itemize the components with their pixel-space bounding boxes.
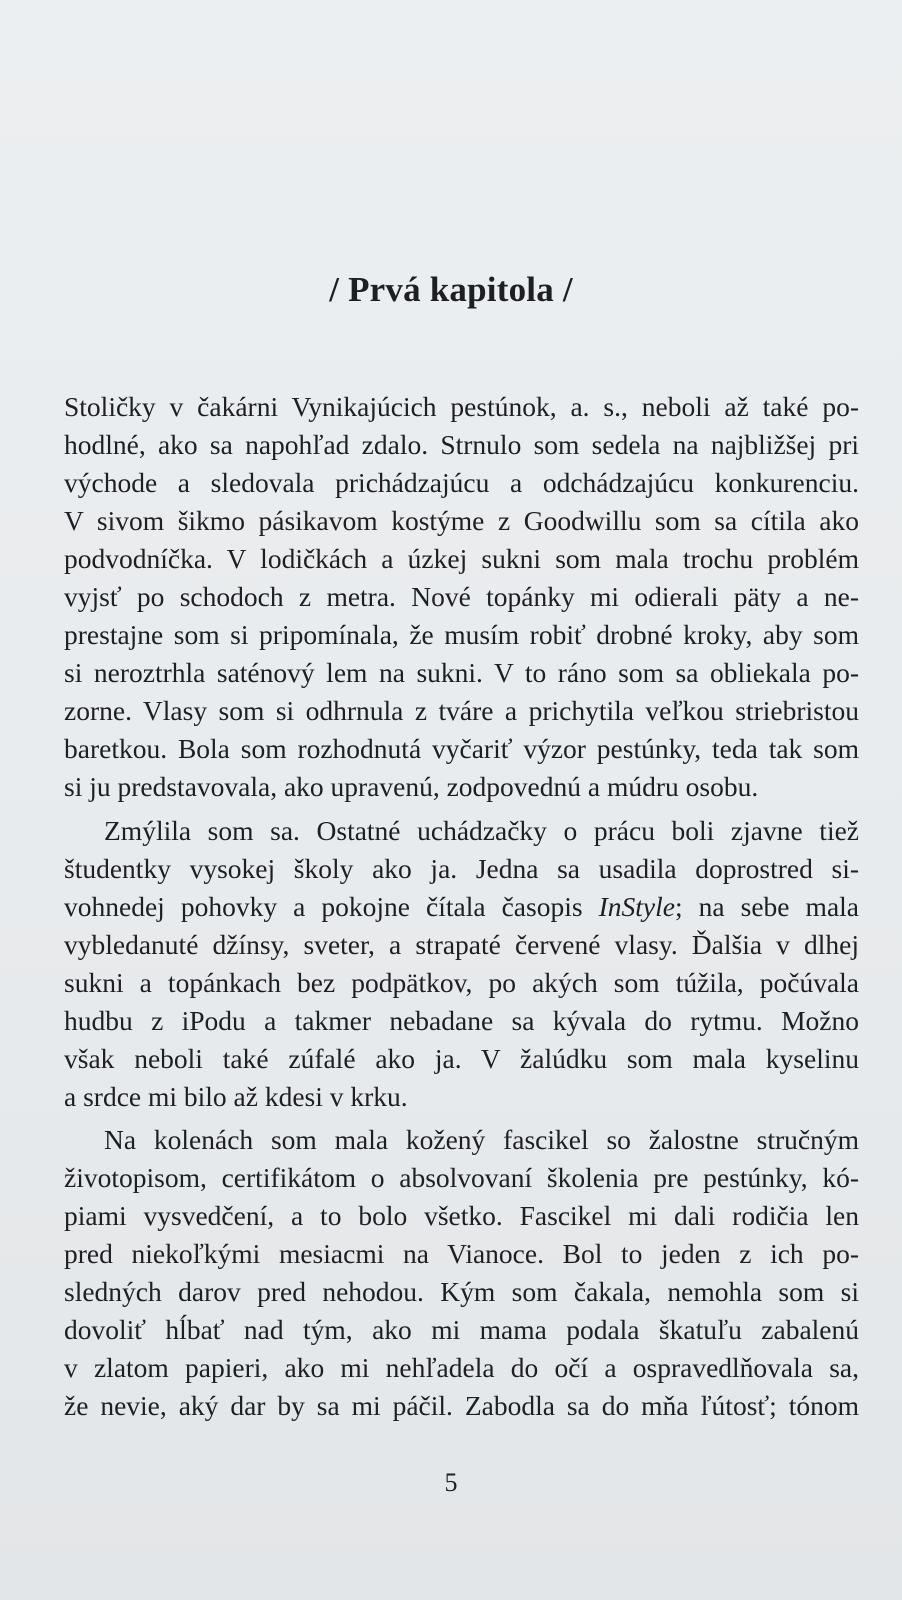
text-line: zorne. Vlasy som si odhrnula z tváre a prichytila veľkou striebristou (64, 695, 859, 726)
text-line: sukni a topánkach bez podpätkov, po akých som túžila, počúvala (64, 967, 859, 998)
text-line: v zlatom papieri, ako mi nehľadela do očí a ospravedlňovala sa, (64, 1352, 859, 1383)
text-line: vybledanuté džínsy, sveter, a strapaté červené vlasy. Ďalšia v dlhej (64, 929, 859, 960)
text-line: a srdce mi bilo až kdesi v krku. (64, 1081, 408, 1112)
text-line: si ju predstavovala, ako upravenú, zodpovednú a múdru osobu. (64, 771, 759, 802)
text-line: Zmýlila som sa. Ostatné uchádzačky o prácu boli zjavne tiež (104, 815, 859, 846)
text-line: Na kolenách som mala kožený fascikel so žalostne stručným (104, 1124, 859, 1155)
text-line: piami vysvedčení, a to bolo všetko. Fascikel mi dali rodičia len (64, 1200, 859, 1231)
text-line: V sivom šikmo pásikavom kostýme z Goodwillu som sa cítila ako (64, 505, 859, 536)
text-line: hudbu z iPodu a takmer nebadane sa kývala do rytmu. Možno (64, 1005, 859, 1036)
text-line: že nevie, aký dar by sa mi páčil. Zabodla sa do mňa ľútosť; tónom (64, 1390, 859, 1421)
text-line-with-magazine (64, 888, 859, 926)
page-number: 5 (444, 1468, 458, 1497)
text-line: pred niekoľkými mesiacmi na Vianoce. Bol to jeden z ich po- (64, 1238, 859, 1269)
chapter-title: / Prvá kapitola / (329, 270, 573, 309)
magazine-name: InStyle (598, 891, 675, 922)
text-line: si neroztrhla saténový lem na sukni. V to ráno som sa obliekala po- (64, 657, 859, 688)
text-line: baretkou. Bola som rozhodnutá vyčariť výzor pestúnky, teda tak som (64, 733, 859, 764)
text-line: vyjsť po schodoch z metra. Nové topánky mi odierali päty a ne- (64, 581, 859, 612)
text-segment: ; na sebe mala (674, 891, 859, 922)
text-line: životopisom, certifikátom o absolvovaní školenia pre pestúnky, kó- (64, 1162, 859, 1193)
text-line: Stoličky v čakárni Vynikajúcich pestúnok, a. s., neboli až také po- (64, 391, 859, 422)
text-line: sledných darov pred nehodou. Kým som čakala, nemohla som si (64, 1276, 859, 1307)
text-line: dovoliť hĺbať nad tým, ako mi mama podala škatuľu zabalenú (64, 1314, 859, 1345)
text-line: podvodníčka. V lodičkách a úzkej sukni som mala trochu problém (64, 543, 859, 574)
text-line: však neboli také zúfalé ako ja. V žalúdku som mala kyselinu (64, 1043, 859, 1074)
text-line: východe a sledovala prichádzajúcu a odchádzajúcu konkurenciu. (64, 467, 859, 498)
text-line: prestajne som si pripomínala, že musím robiť drobné kroky, aby som (64, 619, 859, 650)
text-line: študentky vysokej školy ako ja. Jedna sa usadila doprostred si- (64, 853, 859, 884)
text-line: hodlné, ako sa napohľad zdalo. Strnulo som sedela na najbližšej pri (64, 429, 859, 460)
text-segment: vohnedej pohovky a pokojne čítala časopis (64, 891, 599, 922)
